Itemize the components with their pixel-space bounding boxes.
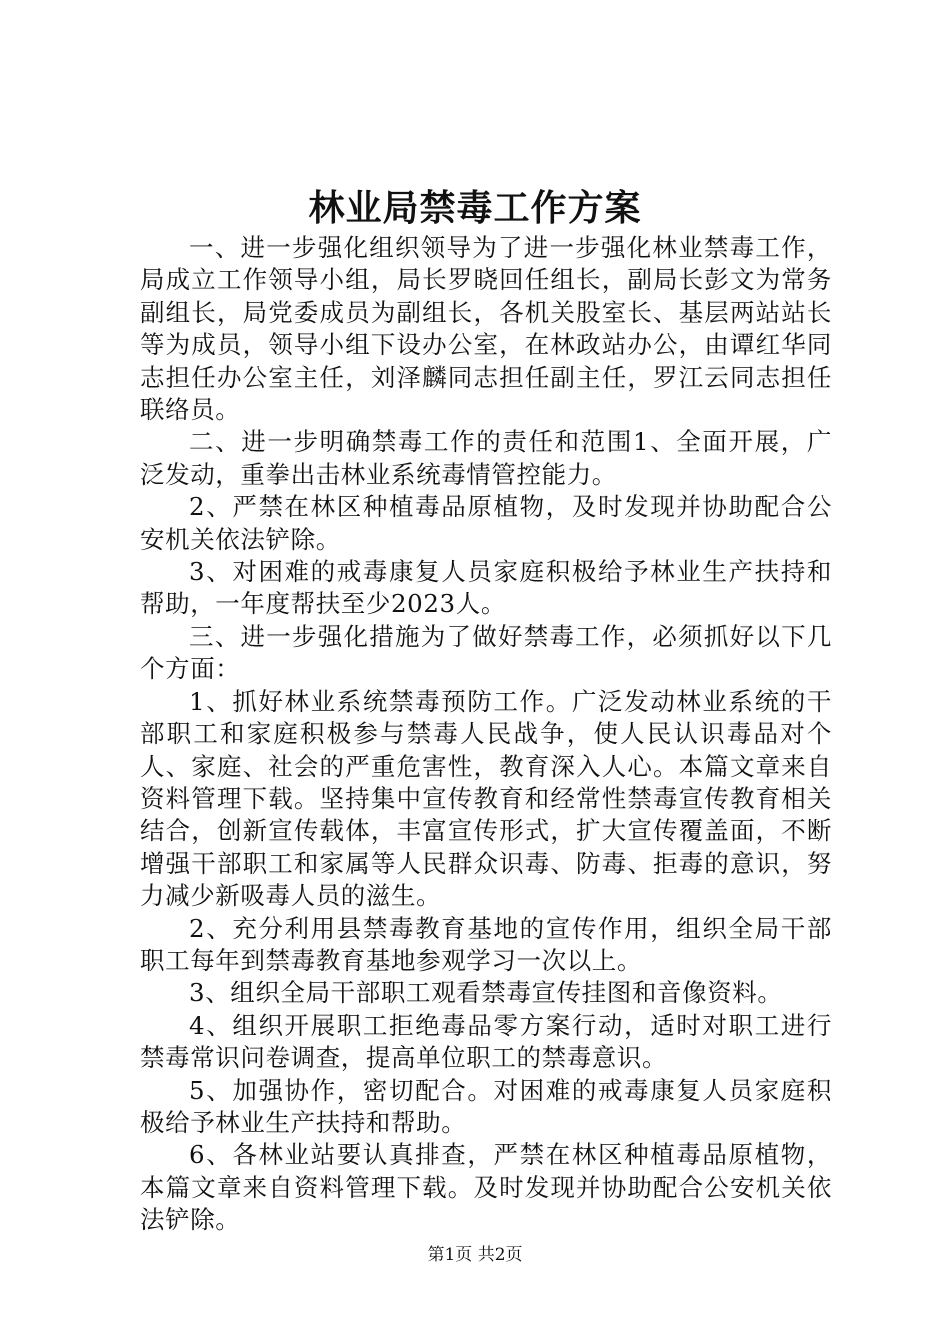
document-body [140,232,832,1237]
paragraph-item-3-3: 3、组织全局干部职工观看禁毒宣传挂图和音像资料。 [189,978,783,1008]
paragraph-item-3-1: 1、抓好林业系统禁毒预防工作。广泛发动林业系统的干部职工和家庭积极参与禁毒人民战争，使人民认识毒品对个人、家庭、社会的严重危害性，教育深入人心。本篇文章来自资料管理下载。坚持集中宣传教育和经常性禁毒宣传教育相关结合，创新宣传载体，丰富宣传形式，扩大宣传覆盖面，不断增强干部职工和家属等人民群众识毒、防毒、拒毒的意识，努力减少新吸毒人员的滋生。 [140,686,832,911]
paragraph-section-2: 二、进一步明确禁毒工作的责任和范围1、全面开展，广泛发动，重拳出击林业系统毒情管控能力。 [140,427,832,489]
document-title: 林业局禁毒工作方案 [308,187,642,229]
page-indicator: 第1页 共2页 [427,1245,523,1265]
paragraph-item-3-5: 5、加强协作，密切配合。对困难的戒毒康复人员家庭积极给予林业生产扶持和帮助。 [140,1075,832,1137]
page-footer [0,1244,950,1266]
paragraph-item-2-3: 3、对困难的戒毒康复人员家庭积极给予林业生产扶持和帮助，一年度帮扶至少2023人。 [140,557,832,619]
paragraph-section-1: 一、进一步强化组织领导为了进一步强化林业禁毒工作，局成立工作领导小组，局长罗晓回任组长，副局长彭文为常务副组长，局党委成员为副组长，各机关股室长、基层两站站长等为成员，领导小组下设办公室，在林政站办公，由谭红华同志担任办公室主任，刘泽麟同志担任副主任，罗江云同志担任联络员。 [140,233,832,425]
paragraph-item-3-4: 4、组织开展职工拒绝毒品零方案行动，适时对职工进行禁毒常识问卷调查，提高单位职工的禁毒意识。 [140,1010,832,1073]
paragraph-item-3-2: 2、充分利用县禁毒教育基地的宣传作用，组织全局干部职工每年到禁毒教育基地参观学习一次以上。 [140,913,832,975]
paragraph-section-3: 三、进一步强化措施为了做好禁毒工作，必须抓好以下几个方面： [140,621,832,684]
paragraph-item-2-2: 2、严禁在林区种植毒品原植物，及时发现并协助配合公安机关依法铲除。 [140,492,832,554]
paragraph-item-3-6: 6、各林业站要认真排查，严禁在林区种植毒品原植物，本篇文章来自资料管理下载。及时发现并协助配合公安机关依法铲除。 [140,1140,832,1235]
